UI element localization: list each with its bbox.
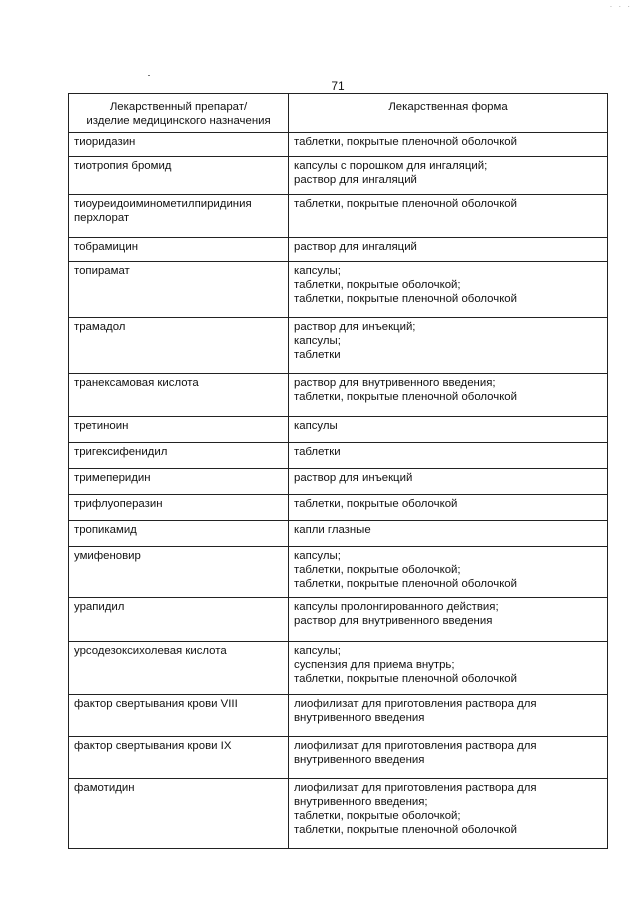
table-row xyxy=(69,521,608,547)
table-row xyxy=(69,133,608,157)
table-row xyxy=(69,417,608,443)
dosage-form-text: лиофилизат для приготовления раствора для xyxy=(294,740,537,752)
dosage-form-text: капсулы xyxy=(294,420,338,432)
dosage-form-text: внутривенного введения xyxy=(294,712,425,724)
dosage-form-cell xyxy=(289,195,608,238)
drug-name-cell xyxy=(69,695,289,737)
dosage-form-cell xyxy=(289,547,608,598)
table-row xyxy=(69,318,608,374)
dosage-form-text: таблетки xyxy=(294,446,341,458)
drug-name-cell xyxy=(69,547,289,598)
dosage-form-cell xyxy=(289,642,608,695)
dosage-form-text: раствор для инъекций xyxy=(294,472,413,484)
header-drug-line-2: изделие медицинского назначения xyxy=(86,115,271,127)
dosage-form-cell xyxy=(289,318,608,374)
dosage-form-text: раствор для инъекций; xyxy=(294,321,416,333)
dosage-form-text: таблетки, покрытые оболочкой; xyxy=(294,564,461,576)
dosage-form-cell xyxy=(289,133,608,157)
medication-table xyxy=(68,93,608,849)
dosage-form-text: таблетки, покрытые оболочкой xyxy=(294,498,458,510)
dosage-form-text: капсулы с порошком для ингаляций; xyxy=(294,160,488,172)
table-row xyxy=(69,695,608,737)
dosage-form-cell xyxy=(289,443,608,469)
dosage-form-text: капсулы; xyxy=(294,645,341,657)
drug-name-cell xyxy=(69,195,289,238)
drug-name-text: тригексифенидил xyxy=(74,446,168,458)
table-row xyxy=(69,157,608,195)
table-row xyxy=(69,547,608,598)
drug-name-text: фактор свертывания крови IX xyxy=(74,740,232,752)
dosage-form-cell xyxy=(289,157,608,195)
dosage-form-cell xyxy=(289,469,608,495)
dosage-form-cell xyxy=(289,779,608,849)
drug-name-cell xyxy=(69,318,289,374)
scan-speck xyxy=(148,75,150,76)
drug-name-text: перхлорат xyxy=(74,212,130,224)
page-number: 71 xyxy=(331,79,345,93)
dosage-form-text: раствор для внутривенного введения; xyxy=(294,377,496,389)
dosage-form-text: таблетки, покрытые пленочной оболочкой xyxy=(294,391,518,403)
drug-name-cell xyxy=(69,779,289,849)
table-row xyxy=(69,642,608,695)
dosage-form-text: внутривенного введения xyxy=(294,754,425,766)
drug-name-text: третиноин xyxy=(74,420,129,432)
dosage-form-text: раствор для внутривенного введения xyxy=(294,615,493,627)
dosage-form-text: таблетки xyxy=(294,349,341,361)
dosage-form-text: капли глазные xyxy=(294,524,371,536)
header-drug-line-1: Лекарственный препарат/ xyxy=(109,101,248,113)
table-row xyxy=(69,598,608,642)
drug-name-cell xyxy=(69,374,289,417)
table-row xyxy=(69,495,608,521)
dosage-form-text: внутривенного введения; xyxy=(294,796,428,808)
drug-name-text: трифлуоперазин xyxy=(74,498,163,510)
dosage-form-text: таблетки, покрытые пленочной оболочкой xyxy=(294,673,518,685)
header-form-line-1: Лекарственная форма xyxy=(388,101,508,113)
drug-name-text: транексамовая кислота xyxy=(74,377,199,389)
drug-name-text: тримеперидин xyxy=(74,472,151,484)
dosage-form-cell xyxy=(289,238,608,262)
table-row xyxy=(69,443,608,469)
dosage-form-text: таблетки, покрытые оболочкой; xyxy=(294,810,461,822)
dosage-form-cell xyxy=(289,521,608,547)
dosage-form-cell xyxy=(289,417,608,443)
drug-name-text: трамадол xyxy=(74,321,126,333)
dosage-form-text: капсулы; xyxy=(294,265,341,277)
drug-name-text: умифеновир xyxy=(74,550,141,562)
corner-dots-mark: · · · xyxy=(609,2,632,11)
drug-name-cell xyxy=(69,157,289,195)
dosage-form-text: таблетки, покрытые пленочной оболочкой xyxy=(294,293,518,305)
drug-name-cell xyxy=(69,238,289,262)
drug-name-cell xyxy=(69,443,289,469)
dosage-form-text: таблетки, покрытые пленочной оболочкой xyxy=(294,824,518,836)
table-row xyxy=(69,195,608,238)
drug-name-text: фамотидин xyxy=(74,782,135,794)
drug-name-text: урапидил xyxy=(74,601,125,613)
table-row xyxy=(69,469,608,495)
dosage-form-cell xyxy=(289,695,608,737)
table-row xyxy=(69,779,608,849)
table-row xyxy=(69,262,608,318)
dosage-form-cell xyxy=(289,598,608,642)
drug-name-cell xyxy=(69,598,289,642)
table-row xyxy=(69,238,608,262)
dosage-form-text: таблетки, покрытые пленочной оболочкой xyxy=(294,578,518,590)
dosage-form-text: лиофилизат для приготовления раствора для xyxy=(294,698,537,710)
drug-name-cell xyxy=(69,262,289,318)
dosage-form-cell xyxy=(289,262,608,318)
drug-name-text: тобрамицин xyxy=(74,241,138,253)
drug-name-cell xyxy=(69,417,289,443)
table-row xyxy=(69,374,608,417)
drug-name-text: тропикамид xyxy=(74,524,137,536)
dosage-form-text: раствор для ингаляций xyxy=(294,174,417,186)
dosage-form-text: лиофилизат для приготовления раствора для xyxy=(294,782,537,794)
dosage-form-text: капсулы; xyxy=(294,335,341,347)
drug-name-text: тиотропия бромид xyxy=(74,160,172,172)
dosage-form-cell xyxy=(289,374,608,417)
table-row xyxy=(69,737,608,779)
dosage-form-text: таблетки, покрытые оболочкой; xyxy=(294,279,461,291)
dosage-form-text: раствор для ингаляций xyxy=(294,241,417,253)
dosage-form-text: капсулы; xyxy=(294,550,341,562)
drug-name-cell xyxy=(69,133,289,157)
header-drug-column xyxy=(69,94,289,133)
dosage-form-text: суспензия для приема внутрь; xyxy=(294,659,455,671)
drug-name-text: урсодезоксихолевая кислота xyxy=(74,645,227,657)
table-body xyxy=(69,133,608,849)
dosage-form-cell xyxy=(289,737,608,779)
header-form-column xyxy=(289,94,608,133)
drug-name-cell xyxy=(69,469,289,495)
drug-name-text: фактор свертывания крови VIII xyxy=(74,698,238,710)
dosage-form-text: таблетки, покрытые пленочной оболочкой xyxy=(294,198,518,210)
drug-name-cell xyxy=(69,521,289,547)
drug-name-text: тиоридазин xyxy=(74,136,136,148)
drug-name-cell xyxy=(69,495,289,521)
drug-name-cell xyxy=(69,737,289,779)
dosage-form-cell xyxy=(289,495,608,521)
dosage-form-text: капсулы пролонгированного действия; xyxy=(294,601,499,613)
drug-name-cell xyxy=(69,642,289,695)
dosage-form-text: таблетки, покрытые пленочной оболочкой xyxy=(294,136,518,148)
table-header-row xyxy=(69,94,608,133)
drug-name-text: топирамат xyxy=(74,265,130,277)
drug-name-text: тиоуреидоиминометилпиридиния xyxy=(74,198,252,210)
